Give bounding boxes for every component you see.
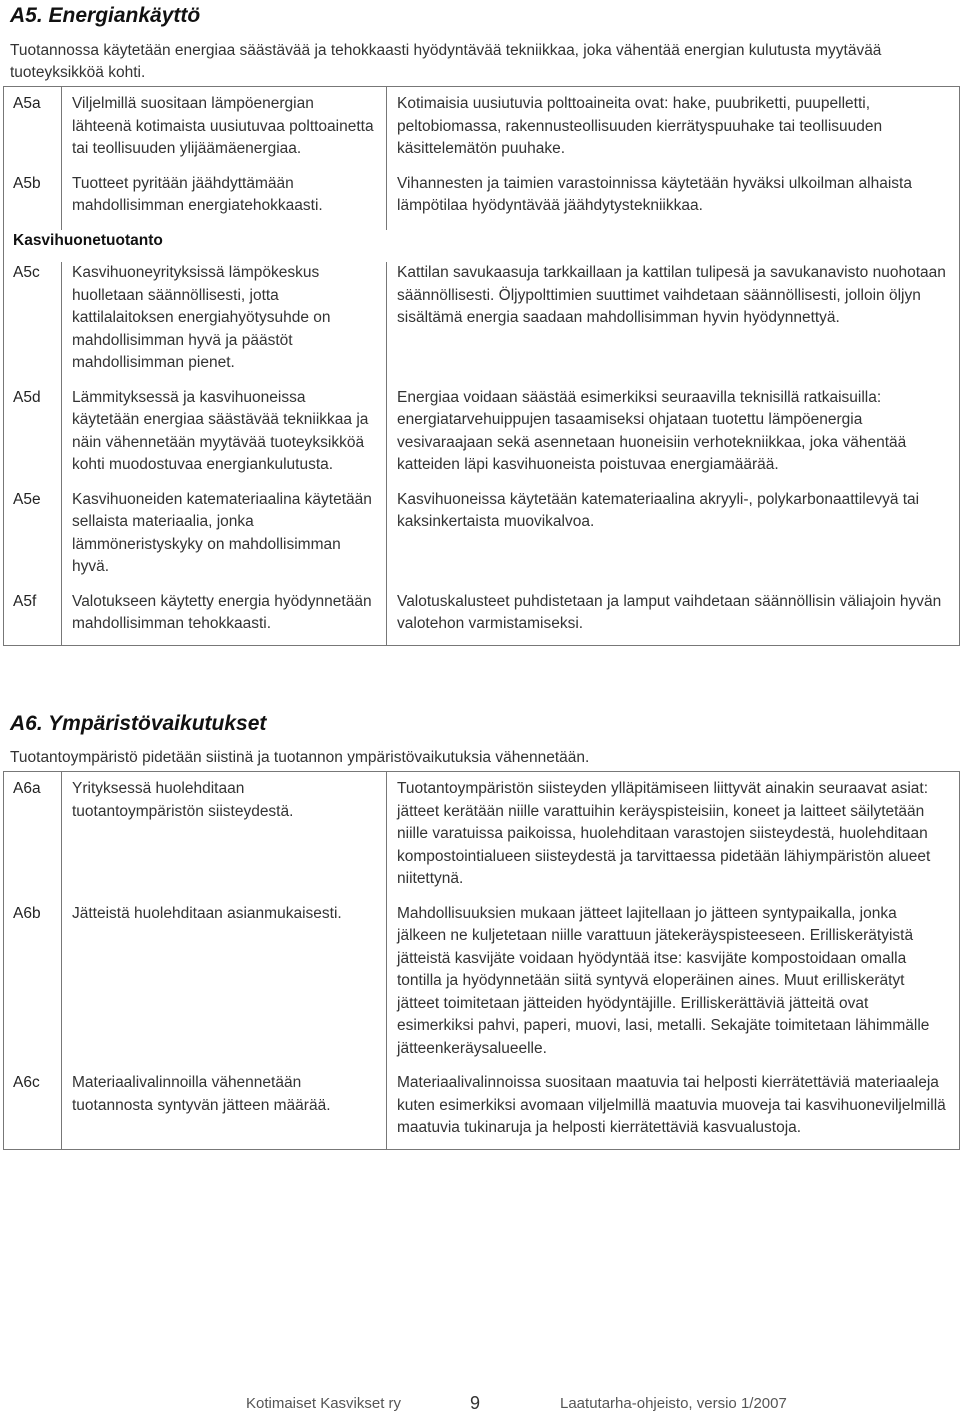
row-requirement: Kasvihuoneiden katemateriaalina käytetään sellaista materiaalia, jonka lämmöneristyskyky on mahdollisimman hyvä. (62, 489, 387, 591)
footer-organization: Kotimaiset Kasvikset ry (246, 1395, 402, 1412)
table-row (4, 262, 960, 387)
table-row (4, 489, 960, 591)
table-row (4, 87, 960, 173)
page-footer (0, 1393, 960, 1417)
row-requirement: Tuotteet pyritään jäähdyttämään mahdollisimman energiatehokkaasti. (62, 173, 387, 230)
row-requirement: Kasvihuoneyrityksissä lämpökeskus huolletaan säännöllisesti, jotta kattilalaitoksen energiahyötysuhde on mahdollisimman hyvä ja päästöt mahdollisimman pienet. (62, 262, 387, 387)
row-code: A5b (4, 173, 62, 230)
row-note: Materiaalivalinnoissa suositaan maatuvia tai helposti kierrätettäviä materiaaleja kuten esimerkiksi avomaan viljelmillä maatuvia muoveja tai kasvihuoneviljelmillä maatuvia tukinaruja ja helposti kierrätettäviä kasvualustoja. (387, 1072, 960, 1149)
row-requirement: Viljelmillä suositaan lämpöenergian lähteenä kotimaista uusiutuvaa polttoainetta tai teollisuuden ylijäämäenergiaa. (62, 87, 387, 173)
row-note: Kasvihuoneissa käytetään katemateriaalina akryyli-, polykarbonaattilevyä tai kaksinkertaista muovikalvoa. (387, 489, 960, 591)
row-code: A5a (4, 87, 62, 173)
row-requirement: Materiaalivalinnoilla vähennetään tuotannosta syntyvän jätteen määrää. (62, 1072, 387, 1149)
section-intro-a6: Tuotantoympäristö pidetään siistinä ja tuotannon ympäristövaikutuksia vähennetään. (10, 749, 590, 766)
page-number: 9 (470, 1393, 481, 1413)
table-subheading-row (4, 230, 960, 263)
row-note: Mahdollisuuksien mukaan jätteet lajitellaan jo jätteen syntypaikalla, jonka jälkeen ne kuljetetaan niille varattuun jätekeräyspisteeseen. Erilliskerätyistä jätteistä kasvijäte voidaan hyödyntää itse: kasvijäte kompostoidaan omalla tontilla ja hyödynnetään siitä syntyvä eloperäinen aines. Muut erilliskerätyt jätteet toimitetaan jätteiden hyödyntäjille. Erilliskerättäviä jätteitä ovat esimerkiksi pahvi, paperi, muovi, lasi, metalli. Sekajäte toimitetaan lähimmälle jätteenkeräysalueelle. (387, 903, 960, 1073)
table-row (4, 1072, 960, 1149)
row-code: A5e (4, 489, 62, 591)
table-row (4, 387, 960, 489)
row-code: A5c (4, 262, 62, 387)
row-code: A5d (4, 387, 62, 489)
table-row (4, 591, 960, 646)
row-requirement: Lämmityksessä ja kasvihuoneissa käytetään energiaa säästävää tekniikkaa ja näin vähennetään myytävää tuoteyksikköä kohti muodostuvaa energiankulutusta. (62, 387, 387, 489)
table-row (4, 173, 960, 230)
section-intro-a5: Tuotannossa käytetään energiaa säästävää ja tehokkaasti hyödyntävää tekniikkaa, joka vähentää energian kulutusta myytävää tuoteyksikköä kohti. (10, 42, 882, 81)
table-row (4, 772, 960, 903)
row-note: Kotimaisia uusiutuvia polttoaineita ovat: hake, puubriketti, puupelletti, peltobiomassa, rakennusteollisuuden kierrätyspuuhake tai teollisuuden käsittelemätön puuhake. (387, 87, 960, 173)
row-requirement: Yrityksessä huolehditaan tuotantoympäristön siisteydestä. (62, 772, 387, 903)
row-requirement: Jätteistä huolehditaan asianmukaisesti. (62, 903, 387, 1073)
section-title-a5: A5. Energiankäyttö (10, 4, 201, 27)
row-note: Energiaa voidaan säästää esimerkiksi seuraavilla teknisillä ratkaisuilla: energiatarvehuippujen tasaamiseksi ohjataan tuotettu lämpöenergia vesivaraajaan sekä asennetaan huoneisiin verhotekniikkaa, joka vähentää katteiden läpi kasvihuoneista poistuvaa energiamäärää. (387, 387, 960, 489)
row-code: A5f (4, 591, 62, 646)
requirements-table-a6 (3, 771, 960, 1150)
section-title-a6: A6. Ympäristövaikutukset (10, 712, 267, 735)
subheading-kasvihuonetuotanto: Kasvihuonetuotanto (4, 230, 960, 263)
row-note: Kattilan savukaasuja tarkkaillaan ja kattilan tulipesä ja savukanavisto nuohotaan säännöllisesti. Öljypolttimien suuttimet vaihdetaan säännöllisesti, jolloin öljyn sisältämä energia saadaan mahdollisimman hyvin hyödynnettyä. (387, 262, 960, 387)
row-requirement: Valotukseen käytetty energia hyödynnetään mahdollisimman tehokkaasti. (62, 591, 387, 646)
row-code: A6c (4, 1072, 62, 1149)
row-note: Vihannesten ja taimien varastoinnissa käytetään hyväksi ulkoilman alhaista lämpötilaa hyödyntävää jäähdytystekniikkaa. (387, 173, 960, 230)
footer-version: Laatutarha-ohjeisto, versio 1/2007 (560, 1395, 787, 1412)
table-row (4, 903, 960, 1073)
row-note: Tuotantoympäristön siisteyden ylläpitämiseen liittyvät ainakin seuraavat asiat: jätteet kerätään niille varattuihin keräyspisteisiin, koneet ja laitteet säilytetään niille varatuissa paikoissa, huolehditaan varastojen siisteydestä, huolehditaan kompostointialueen siisteydestä ja tarvittaessa pidetään lähiympäristön alueet niitettynä. (387, 772, 960, 903)
row-note: Valotuskalusteet puhdistetaan ja lamput vaihdetaan säännöllisin väliajoin hyvän valotehon varmistamiseksi. (387, 591, 960, 646)
row-code: A6a (4, 772, 62, 903)
row-code: A6b (4, 903, 62, 1073)
requirements-table-a5 (3, 86, 960, 646)
